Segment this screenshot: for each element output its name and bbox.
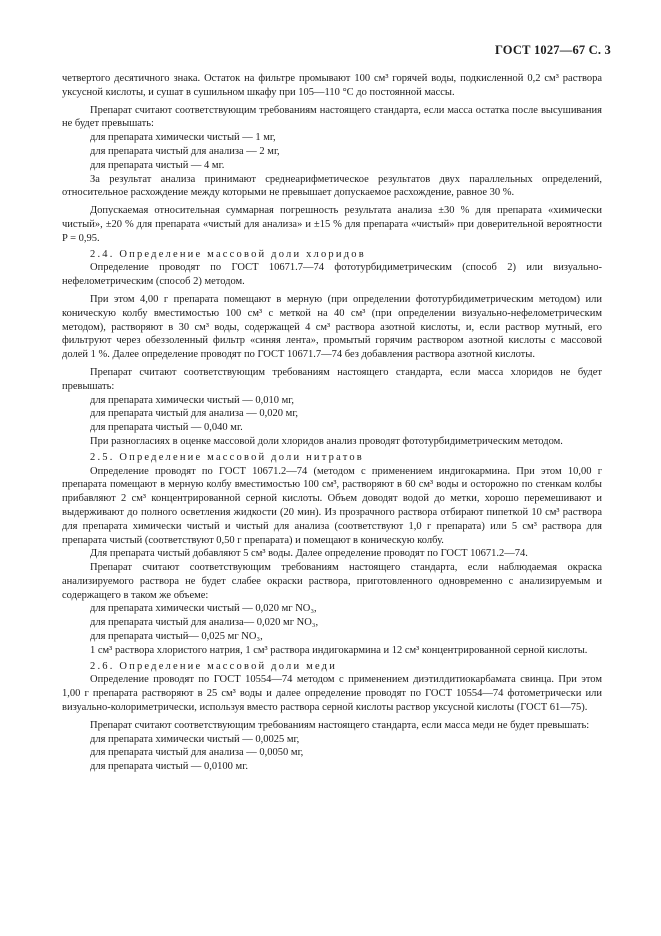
section-heading: 2.6. Определение массовой доли меди — [90, 660, 338, 672]
page-header: ГОСТ 1027—67 С. 3 — [494, 43, 611, 57]
paragraph: четвертого десятичного знака. Остаток на фильтре промывают 100 см³ горячей воды, подкисленной 0,2 см³ раствора уксусной кислоты, и сушат в сушильном шкафу при 105—110 °С до постоянной массы. — [62, 73, 602, 98]
list-item: для препарата чистый для анализа — 0,020 мг, — [90, 408, 299, 420]
list-item: для препарата химически чистый — 0,010 мг, — [90, 394, 295, 406]
paragraph: Препарат считают соответствующим требованиям настоящего стандарта, если масса остатка после высушивания не будет превышать: — [62, 104, 602, 130]
paragraph: При разногласиях в оценке массовой доли хлоридов анализ проводят фототурбидиметрическим методом. — [90, 435, 563, 447]
paragraph: За результат анализа принимают среднеарифметическое результатов двух параллельных определений, относительное расхождение между которыми не превышает допускаемое расхождение, равное 30 %. — [62, 173, 602, 199]
section-heading: 2.4. Определение массовой доли хлоридов — [90, 248, 366, 260]
paragraph: 1 см³ раствора хлористого натрия, 1 см³ раствора индигокармина и 12 см³ концентрированной серной кислоты. — [90, 644, 588, 656]
list-item: для препарата чистый — 0,040 мг. — [90, 422, 243, 434]
paragraph: Определение проводят по ГОСТ 10671.2—74 (методом с применением индигокармина. При этом 10,00 г препарата помещают в мерную колбу вместимостью 100 см³, растворяют в 60 см³ воды и осторожно по стенкам колбы прибавляют 2 см³ концентрированной серной кислоты. Объем доводят водой до метки, хорошо перемешивают и выдерживают до полного осветления жидкости (20 мин). Из прозрачного раствора отбирают пипеткой 10 см³ раствора для препарата химически чистый и чистый для анализа (соответствуют 1,0 г препарата) или 5 см³ раствора для препарата чистый (соответствуют 0,50 г препарата) и помещают в коническую колбу. — [62, 465, 602, 546]
list-item: для препарата химически чистый — 0,0025 мг, — [90, 733, 300, 745]
list-item: для препарата химически чистый — 0,020 мг NO₃, — [90, 603, 317, 615]
paragraph: Допускаемая относительная суммарная погрешность результата анализа ±30 % для препарата «химически чистый», ±20 % для препарата «чистый для анализа» и ±15 % для препарата «чистый» при доверительной вероятности P = 0,95. — [62, 205, 602, 244]
paragraph: Определение проводят по ГОСТ 10554—74 методом с применением диэтилдитиокарбамата свинца. При этом 1,00 г препарата растворяют в 25 см³ воды и далее определение проводят по ГОСТ 10554—74 фотометрически или визуально-колориметрически, используя вместо раствора серной кислоты раствор уксусной кислоты (ГОСТ 61—75). — [62, 674, 602, 714]
list-item: для препарата чистый для анализа — 2 мг, — [90, 145, 280, 157]
paragraph: Препарат считают соответствующим требованиям настоящего стандарта, если масса меди не будет превышать: — [90, 719, 590, 731]
paragraph: Препарат считают соответствующим требованиям настоящего стандарта, если масса хлоридов не будет превышать: — [62, 366, 602, 392]
list-item: для препарата чистый для анализа — 0,0050 мг, — [90, 747, 304, 759]
list-item: для препарата чистый для анализа— 0,020 мг NO₃, — [90, 617, 319, 629]
paragraph: Препарат считают соответствующим требованиям настоящего стандарта, если наблюдаемая окраска анализируемого раствора не будет слабее окраски раствора, приготовленного одновременно с анализируемым и содержащего в таком же объеме: — [62, 562, 602, 601]
list-item: для препарата чистый— 0,025 мг NO₃, — [90, 631, 263, 643]
section-heading: 2.5. Определение массовой доли нитратов — [90, 451, 364, 463]
list-item: для препарата чистый — 4 мг. — [90, 159, 225, 171]
list-item: для препарата чистый — 0,0100 мг. — [90, 761, 248, 773]
paragraph: Для препарата чистый добавляют 5 см³ воды. Далее определение проводят по ГОСТ 10671.2—74. — [90, 548, 528, 560]
paragraph: Определение проводят по ГОСТ 10671.7—74 фототурбидиметрическим (способ 2) или визуально-нефелометрическим (способ 2) методом. — [62, 262, 602, 288]
document-body — [62, 72, 602, 774]
paragraph: При этом 4,00 г препарата помещают в мерную (при определении фототурбидиметрическим методом) или коническую колбу вместимостью 100 см³ с меткой на 40 см³ (при определении визуально-нефелометрическим методом), растворяют в 30 см³ воды, содержащей 4 см³ раствора азотной кислоты, и, если раствор мутный, его фильтруют через обеззоленный фильтр «синяя лента», промытый горячим раствором азотной кислоты с массовой долей 1 %. Далее определение проводят по ГОСТ 10671.7—74 без добавления раствора азотной кислоты. — [62, 293, 602, 361]
list-item: для препарата химически чистый — 1 мг, — [90, 132, 276, 144]
